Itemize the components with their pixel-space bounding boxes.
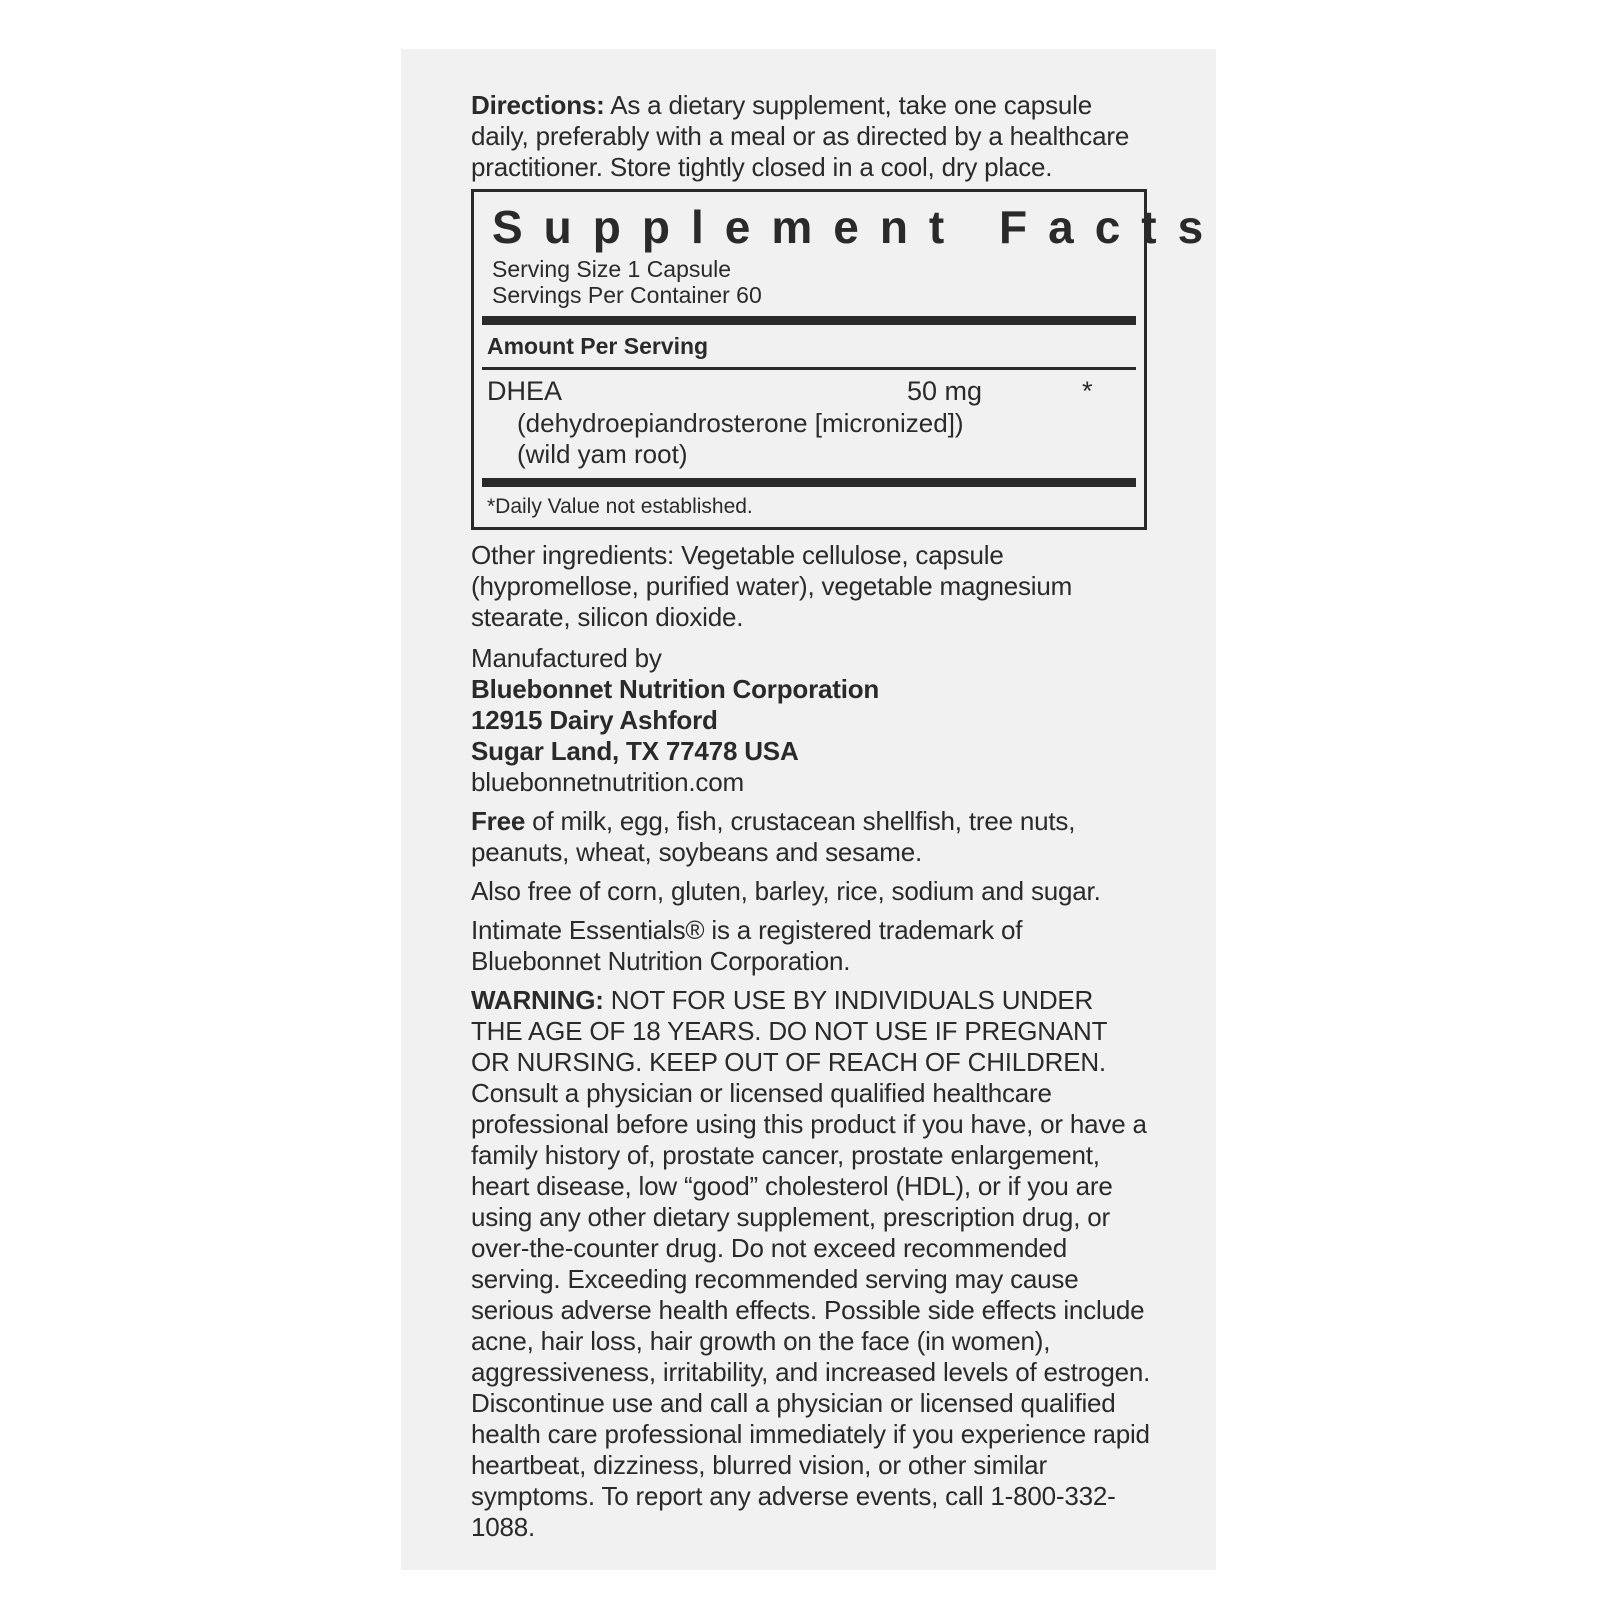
divider-thick-bottom [482, 478, 1136, 487]
directions-label: Directions: [471, 90, 605, 120]
other-ingredients: Other ingredients: Vegetable cellulose, capsule (hypromellose, purified water), vegetable magnesium stearate, silicon dioxide. [471, 540, 1073, 632]
ingredient-row [482, 374, 1136, 408]
directions-body: As a dietary supplement, take one capsule daily, preferably with a meal or as directed by a healthcare practitioner. Store tightly closed in a cool, dry place. [471, 90, 1130, 182]
ingredient-detail-1: (dehydroepiandrosterone [micronized]) [517, 408, 964, 438]
serving-size: Serving Size 1 Capsule [492, 256, 732, 282]
servings-per-container: Servings Per Container 60 [492, 282, 762, 308]
supplement-facts-title: Supplement Facts [492, 201, 1225, 253]
manufacturer-street: 12915 Dairy Ashford [471, 705, 718, 735]
manufacturer-website: bluebonnetnutrition.com [471, 767, 744, 797]
ingredient-daily-value: * [1082, 376, 1093, 406]
warning-statement [471, 985, 1151, 1078]
warning-caps-text: NOT FOR USE BY INDIVIDUALS UNDER THE AGE OF 18 YEARS. DO NOT USE IF PREGNANT OR NURSING. KEEP OUT OF REACH OF CHILDREN. [471, 985, 1107, 1077]
directions-text [471, 90, 1151, 183]
manufacturer-intro: Manufactured by [471, 643, 662, 673]
ingredient-name: DHEA [487, 376, 563, 406]
label-content [471, 90, 1225, 1543]
allergen-free-statement [471, 806, 1151, 868]
also-free-statement: Also free of corn, gluten, barley, rice, sodium and sugar. [471, 876, 1101, 906]
warning-label: WARNING: [471, 985, 604, 1015]
manufacturer-name: Bluebonnet Nutrition Corporation [471, 674, 880, 704]
supplement-facts-panel [471, 189, 1225, 530]
amount-per-serving-header: Amount Per Serving [487, 333, 709, 359]
warning-body: Consult a physician or licensed qualified healthcare professional before using this product if you have, or have a family history of, prostate cancer, prostate enlargement, heart disease, low “good” cholesterol (HDL), or if you are using any other dietary supplement, prescription drug, or over-the-counter drug. Do not exceed recommended serving. Exceeding recommended serving may cause serious adverse health effects. Possible side effects include acne, hair loss, hair growth on the face (in women), aggressiveness, irritability, and increased levels of estrogen. Discontinue use and call a physician or licensed qualified health care professional immediately if you experience rapid heartbeat, dizziness, blurred vision, or other similar symptoms. To report any adverse events, call 1-800-332-1088. [471, 1078, 1151, 1542]
ingredient-amount: 50 mg [907, 376, 983, 406]
free-of-text: of milk, egg, fish, crustacean shellfish, tree nuts, peanuts, wheat, soybeans and sesame. [471, 806, 1076, 867]
ingredient-detail-2: (wild yam root) [517, 439, 688, 469]
divider-thick [482, 316, 1136, 325]
daily-value-footnote: *Daily Value not established. [487, 495, 753, 518]
divider-thin [482, 367, 1136, 370]
manufacturer-city: Sugar Land, TX 77478 USA [471, 736, 799, 766]
free-label: Free [471, 806, 526, 836]
trademark-statement: Intimate Essentials® is a registered trademark of Bluebonnet Nutrition Corporation. [471, 915, 1023, 976]
